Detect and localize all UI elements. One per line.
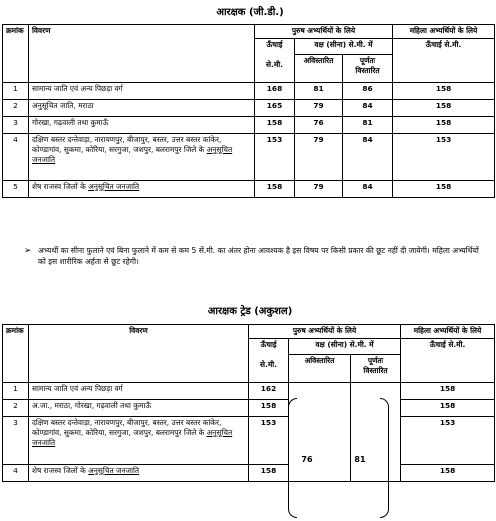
right-brace xyxy=(380,398,389,518)
row-description-text: शेष राजस्व जिलों के xyxy=(32,182,89,191)
header2-unexpanded: अविस्तारित xyxy=(289,355,351,383)
row-female-height: 158 xyxy=(393,100,495,117)
section1-rows xyxy=(3,83,495,198)
header2-serial: क्रमांक xyxy=(3,325,29,383)
row-description-text: सामान्य जाति एवं अन्य पिछड़ा वर्ग xyxy=(32,84,123,93)
row-description-text: अ.जा., मराठा, गोरखा, गढ़वाली तथा कुमाऊँ xyxy=(32,401,152,410)
row-female-height: 158 xyxy=(401,465,495,482)
row-description xyxy=(29,100,255,117)
table-row xyxy=(3,181,495,198)
row-height: 153 xyxy=(249,417,289,465)
row-unexpanded: 76 xyxy=(295,117,343,134)
row-serial: 1 xyxy=(3,383,29,400)
row-description xyxy=(29,383,249,400)
table-row xyxy=(3,400,495,417)
row-description xyxy=(29,400,249,417)
row-female-height: 158 xyxy=(393,117,495,134)
header2-expanded-line2: विस्तारित xyxy=(363,365,388,375)
header-serial: क्रमांक xyxy=(3,25,29,83)
row-description-text: गोरखा, गढ़वाली तथा कुमाऊँ xyxy=(32,118,109,127)
row-female-height: 158 xyxy=(401,400,495,417)
row-serial: 2 xyxy=(3,400,29,417)
table-row xyxy=(3,117,495,134)
row-expanded: 84 xyxy=(343,181,393,198)
row-expanded: 84 xyxy=(343,134,393,181)
row-serial: 5 xyxy=(3,181,29,198)
row-unexpanded: 79 xyxy=(295,100,343,117)
header2-chest: वक्ष (सीना) से.मी. में xyxy=(289,339,401,355)
row-height: 158 xyxy=(255,181,295,198)
row-description-text: सामान्य जाति एवं अन्य पिछड़ा वर्ग xyxy=(32,384,123,393)
table-row xyxy=(3,83,495,100)
header2-male-group: पुरुष अभ्यर्थियों के लिये xyxy=(249,325,401,339)
table-row xyxy=(3,100,495,117)
header2-height xyxy=(249,339,289,383)
row-unexpanded: 81 xyxy=(295,83,343,100)
row-height: 162 xyxy=(249,383,289,400)
header-expanded xyxy=(343,55,393,83)
row-height: 165 xyxy=(255,100,295,117)
row-description xyxy=(29,417,249,465)
table-row xyxy=(3,134,495,181)
note-text: अभ्यर्थी का सीना फुलाने एवं बिना फुलाने में कम से कम 5 सें.मी. का अंतर होना आवश्यक है इस विषय पर किसी प्रकार की छूट नहीं दी जायेगी। महिला अभ्यर्थियों को इस शारीरिक अर्हता से छूट रहेगी। xyxy=(38,246,479,266)
row-unexpanded xyxy=(289,383,351,482)
header2-female-height: ऊँचाई से.मी. xyxy=(401,339,495,383)
header-height-unit: से.मी. xyxy=(266,59,283,69)
row-female-height: 158 xyxy=(393,83,495,100)
row-description-text: दक्षिण बस्तर दन्तेवाड़ा, नारायणपुर, बीजापुर, बस्तर, उत्तर बस्तर कांकेर, कोण्डागांव, सुकमा, कोरिया, सरगुजा, जशपुर, बलरामपुर जिले के xyxy=(32,418,222,437)
row-expanded: 81 xyxy=(343,117,393,134)
row-expanded: 84 xyxy=(343,100,393,117)
row-description-underlined: अनुसूचित जनजाति xyxy=(88,182,140,191)
row-unexpanded: 79 xyxy=(295,134,343,181)
section1-table xyxy=(2,24,495,198)
row-serial: 4 xyxy=(3,134,29,181)
row-description xyxy=(29,83,255,100)
section1-title: आरक्षक (जी.डी.) xyxy=(216,7,284,18)
row-unexpanded: 79 xyxy=(295,181,343,198)
row-height: 153 xyxy=(255,134,295,181)
header-female-group: महिला अभ्यर्थियों के लिये xyxy=(393,25,495,39)
row-expanded xyxy=(351,383,401,482)
row-description-text: दक्षिण बस्तर दन्तेवाड़ा, नारायणपुर, बीजापुर, बस्तर, उत्तर बस्तर कांकेर, कोण्डागांव, सुकमा, कोरिया, सरगुजा, जशपुर, बलरामपुर जिले के xyxy=(32,135,222,154)
row-female-height: 153 xyxy=(401,417,495,465)
header-male-group: पुरुष अभ्यर्थियों के लिये xyxy=(255,25,393,39)
row-height: 158 xyxy=(249,465,289,482)
header-chest: वक्ष (सीना) से.मी. में xyxy=(295,39,393,55)
section2-table xyxy=(2,324,495,482)
row-description xyxy=(29,181,255,198)
row-female-height: 153 xyxy=(393,134,495,181)
row-description-underlined: अनुसूचित जनजाति xyxy=(32,144,233,164)
row-description-underlined: अनुसूचित जनजाति xyxy=(88,466,140,475)
header2-expanded-line1: पूर्णतः xyxy=(367,356,384,365)
row-serial: 3 xyxy=(3,117,29,134)
merged-expanded-value: 81 xyxy=(354,455,366,464)
table-row xyxy=(3,465,495,482)
row-expanded: 86 xyxy=(343,83,393,100)
row-female-height: 158 xyxy=(393,181,495,198)
table-row xyxy=(3,417,495,465)
header-unexpanded: अविस्तारित xyxy=(295,55,343,83)
table-row xyxy=(3,383,495,400)
section2-rows xyxy=(3,383,495,482)
header-expanded-line2: विस्तारित xyxy=(355,65,380,75)
row-description-text: अनुसूचित जाति, मराठा xyxy=(32,101,94,110)
header-female-height: ऊँचाई से.मी. xyxy=(393,39,495,83)
row-female-height: 158 xyxy=(401,383,495,400)
row-height: 158 xyxy=(255,117,295,134)
header-description: विवरण xyxy=(29,25,255,83)
row-description-text: शेष राजस्व जिलों के xyxy=(32,466,89,475)
merged-unexpanded-value: 76 xyxy=(301,455,313,464)
section2-title: आरक्षक ट्रेड (अकुशल) xyxy=(207,306,293,317)
row-description xyxy=(29,465,249,482)
row-serial: 3 xyxy=(3,417,29,465)
header2-expanded xyxy=(351,355,401,383)
row-serial: 1 xyxy=(3,83,29,100)
header2-height-unit: से.मी. xyxy=(260,359,277,369)
row-serial: 4 xyxy=(3,465,29,482)
header-expanded-line1: पूर्णतः xyxy=(359,56,376,65)
header2-description: विवरण xyxy=(29,325,249,383)
header-height xyxy=(255,39,295,83)
row-description xyxy=(29,134,255,181)
header2-height-label: ऊँचाई xyxy=(260,340,277,349)
row-serial: 2 xyxy=(3,100,29,117)
row-description xyxy=(29,117,255,134)
header-height-label: ऊँचाई xyxy=(266,40,283,49)
header2-female-group: महिला अभ्यर्थियों के लिये xyxy=(401,325,495,339)
row-height: 168 xyxy=(255,83,295,100)
note-bullet-icon: ➢ xyxy=(24,246,32,256)
row-height: 158 xyxy=(249,400,289,417)
row-description-underlined: अनुसूचित जनजाति xyxy=(32,427,233,447)
